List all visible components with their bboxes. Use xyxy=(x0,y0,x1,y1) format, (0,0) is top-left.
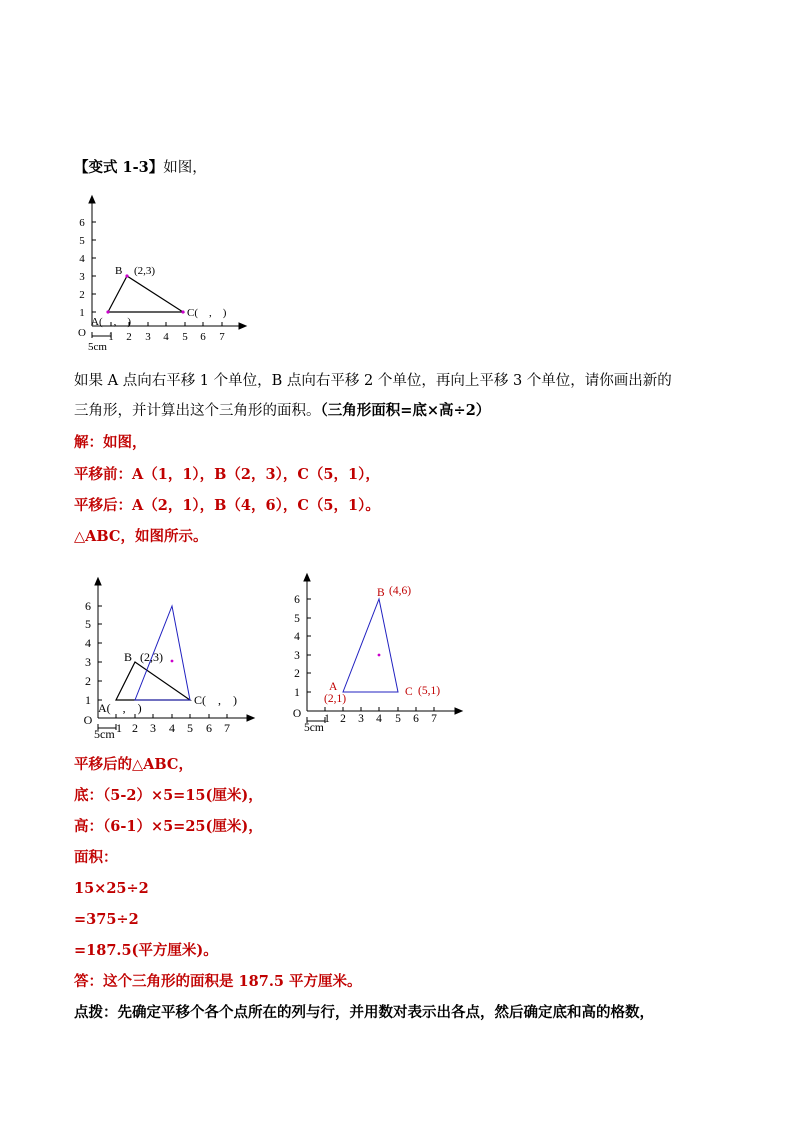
figure-translation-overlay xyxy=(74,570,264,740)
solution-area-label: 面积： xyxy=(74,849,118,866)
x-tick-4: 4 xyxy=(163,331,169,343)
label-c: C xyxy=(405,686,413,698)
variant-tag: 【变式 1-3】 xyxy=(74,159,164,176)
problem-line-2 xyxy=(74,401,490,421)
area-formula-hint: （三角形面积=底×高÷2） xyxy=(320,402,491,419)
y-axis-arrow-icon xyxy=(89,196,95,203)
x-tick-6: 6 xyxy=(413,713,419,725)
y-tick-4: 4 xyxy=(79,253,85,265)
x-tick-3: 3 xyxy=(358,713,364,725)
solution-intro: 解：如图， xyxy=(74,434,147,451)
x-tick-5: 5 xyxy=(395,713,401,725)
unit-label: 5cm xyxy=(88,341,107,353)
solution-calc-3: =187.5(平方厘米)。 xyxy=(74,942,218,959)
point-b xyxy=(125,274,128,277)
solution-calc-2: =375÷2 xyxy=(74,911,139,928)
figure-original-triangle xyxy=(74,190,254,355)
x-tick-7: 7 xyxy=(431,713,437,725)
label-b: B xyxy=(124,650,133,664)
y-tick-2: 2 xyxy=(79,289,85,301)
unit-label: 5cm xyxy=(94,727,115,740)
header-text: 如图， xyxy=(163,160,207,176)
y-tick-4: 4 xyxy=(85,636,91,650)
y-axis-arrow-icon xyxy=(95,578,101,585)
problem-line-1: 如果 A 点向右平移 1 个单位，B 点向右平移 2 个单位，再向上平移 3 个单位，请你画出新的 xyxy=(74,373,672,389)
origin-label: O xyxy=(83,713,93,727)
origin-label: O xyxy=(78,327,86,339)
x-tick-5: 5 xyxy=(187,721,193,735)
x-tick-1: 1 xyxy=(116,721,122,735)
figure-translated-triangle xyxy=(284,570,474,740)
x-axis-arrow-icon xyxy=(455,708,462,714)
label-b-coord: (2,3) xyxy=(134,265,156,277)
x-tick-7: 7 xyxy=(224,721,230,735)
centroid-point xyxy=(171,660,174,663)
x-axis-arrow-icon xyxy=(239,323,246,329)
y-tick-3: 3 xyxy=(85,655,91,669)
solution-calc-1: 15×25÷2 xyxy=(74,880,149,897)
x-tick-2: 2 xyxy=(132,721,138,735)
solution-answer: 答：这个三角形的面积是 187.5 平方厘米。 xyxy=(74,973,362,990)
label-c: C( , ) xyxy=(194,693,237,707)
x-tick-3: 3 xyxy=(150,721,156,735)
y-tick-1: 1 xyxy=(79,307,85,319)
y-tick-6: 6 xyxy=(79,217,85,229)
origin-label: O xyxy=(292,708,302,720)
x-tick-4: 4 xyxy=(169,721,175,735)
x-tick-2: 2 xyxy=(126,331,132,343)
x-tick-3: 3 xyxy=(145,331,151,343)
y-tick-1: 1 xyxy=(294,687,300,699)
x-tick-7: 7 xyxy=(219,331,225,343)
x-tick-1: 1 xyxy=(324,713,330,725)
label-b: B xyxy=(377,587,385,599)
triangle-abc xyxy=(108,276,183,312)
y-tick-5: 5 xyxy=(294,613,300,625)
label-a: A( , ) xyxy=(98,701,142,715)
solution-tip: 点拨：先确定平移个各个点所在的列与行，并用数对表示出各点，然后确定底和高的格数， xyxy=(74,1004,654,1021)
y-tick-6: 6 xyxy=(294,594,300,606)
y-tick-1: 1 xyxy=(85,693,91,707)
y-tick-5: 5 xyxy=(85,617,91,631)
label-c-coord: (5,1) xyxy=(418,685,441,697)
triangle-original xyxy=(116,662,190,700)
label-a: A xyxy=(329,681,338,693)
x-tick-6: 6 xyxy=(200,331,206,343)
label-b: B xyxy=(115,265,123,277)
y-tick-6: 6 xyxy=(85,599,91,613)
y-tick-3: 3 xyxy=(79,271,85,283)
solution-moved: 平移后的△ABC， xyxy=(74,756,193,773)
problem-header xyxy=(74,158,207,178)
label-b-coord: (4,6) xyxy=(389,585,412,597)
y-tick-2: 2 xyxy=(85,674,91,688)
solution-triangle: △ABC，如图所示。 xyxy=(74,528,208,545)
problem-line-2-text: 三角形，并计算出这个三角形的面积。 xyxy=(74,403,321,419)
y-tick-5: 5 xyxy=(79,235,85,247)
label-a-coord: (2,1) xyxy=(324,693,347,705)
solution-before: 平移前：A（1，1），B（2，3），C（5，1）， xyxy=(74,466,380,483)
x-tick-2: 2 xyxy=(340,713,346,725)
label-c: C( , ) xyxy=(187,307,227,319)
x-tick-1: 1 xyxy=(108,331,114,343)
y-tick-2: 2 xyxy=(294,668,300,680)
solution-height: 高：（6-1）×5=25(厘米)， xyxy=(74,818,263,835)
point-a xyxy=(106,310,109,313)
unit-label: 5cm xyxy=(304,722,324,734)
point-c xyxy=(181,310,184,313)
solution-base: 底：（5-2）×5=15(厘米)， xyxy=(74,787,263,804)
y-axis-arrow-icon xyxy=(304,574,310,581)
y-tick-3: 3 xyxy=(294,650,300,662)
label-b-coord: (2,3) xyxy=(140,650,163,664)
triangle-translated xyxy=(343,599,398,692)
x-axis-arrow-icon xyxy=(247,715,254,721)
label-a: A( , ) xyxy=(91,316,132,328)
centroid-point xyxy=(378,654,381,657)
x-tick-6: 6 xyxy=(206,721,212,735)
solution-after: 平移后：A（2，1），B（4，6），C（5，1）。 xyxy=(74,497,380,514)
y-tick-4: 4 xyxy=(294,631,300,643)
x-tick-5: 5 xyxy=(182,331,188,343)
x-tick-4: 4 xyxy=(376,713,382,725)
